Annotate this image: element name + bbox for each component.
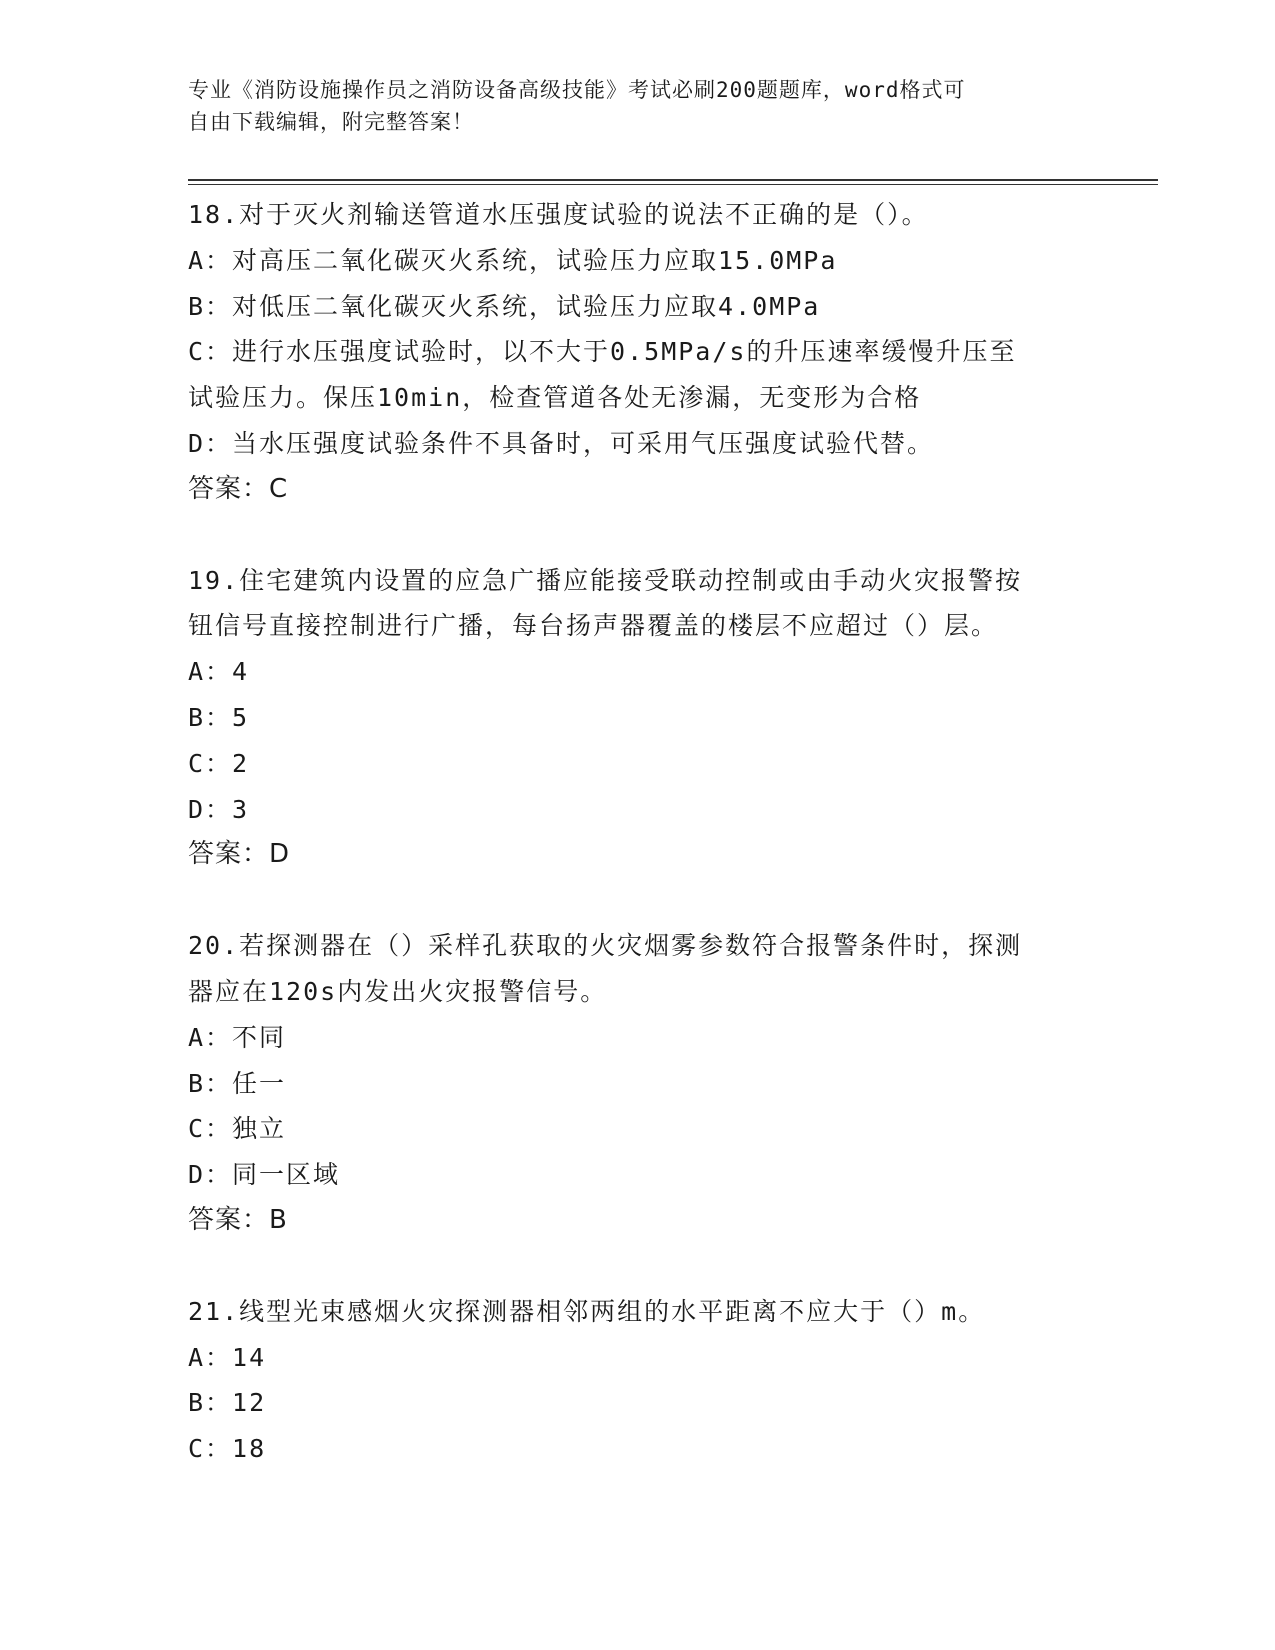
option-c: C：2 <box>188 748 250 778</box>
option-c: C：18 <box>188 1434 267 1464</box>
question-spacer <box>188 513 1088 558</box>
question-stem: 21.线型光束感烟火灾探测器相邻两组的水平距离不应大于（）m。 <box>188 1296 986 1326</box>
answer: 答案：C <box>188 473 289 504</box>
option-d: D：3 <box>188 794 250 824</box>
option-b: B：12 <box>188 1388 267 1418</box>
option-b: B：5 <box>188 702 250 732</box>
answer: 答案：D <box>188 839 291 870</box>
option-c-continued: 试验压力。保压10min，检查管道各处无渗漏，无变形为合格 <box>188 383 922 413</box>
question-19 <box>188 558 1088 879</box>
option-d: D：同一区域 <box>188 1160 341 1190</box>
option-c: C：独立 <box>188 1114 287 1144</box>
header-divider-thin <box>188 184 1158 185</box>
question-list <box>188 192 1088 1472</box>
option-a: A：对高压二氧化碳灭火系统，试验压力应取15.0MPa <box>188 245 838 275</box>
question-stem: 20.若探测器在（）采样孔获取的火灾烟雾参数符合报警条件时，探测 <box>188 931 1023 961</box>
question-stem: 18.对于灭火剂输送管道水压强度试验的说法不正确的是（）。 <box>188 200 929 229</box>
question-stem-continued: 钮信号直接控制进行广播，每台扬声器覆盖的楼层不应超过（）层。 <box>188 611 999 641</box>
header-line-2: 自由下载编辑，附完整答案！ <box>188 110 474 134</box>
option-d: D：当水压强度试验条件不具备时，可采用气压强度试验代替。 <box>188 428 935 458</box>
option-a: A：14 <box>188 1342 267 1372</box>
header-line-1: 专业《消防设施操作员之消防设备高级技能》考试必刷200题题库，word格式可 <box>188 78 966 102</box>
option-a: A：4 <box>188 657 250 687</box>
header-divider-thick <box>188 179 1158 181</box>
option-b: B：任一 <box>188 1068 287 1098</box>
option-b: B：对低压二氧化碳灭火系统，试验压力应取4.0MPa <box>188 291 821 321</box>
question-spacer <box>188 1244 1088 1289</box>
document-header <box>188 74 1088 138</box>
question-stem-continued: 器应在120s内发出火灾报警信号。 <box>188 976 608 1006</box>
option-c: C：进行水压强度试验时，以不大于0.5MPa/s的升压速率缓慢升压至 <box>188 337 1017 367</box>
question-stem: 19.住宅建筑内设置的应急广播应能接受联动控制或由手动火灾报警按 <box>188 565 1023 595</box>
option-a: A：不同 <box>188 1022 287 1052</box>
question-21 <box>188 1289 1088 1472</box>
question-20 <box>188 923 1088 1244</box>
question-18 <box>188 192 1088 513</box>
answer: 答案：B <box>188 1204 288 1235</box>
question-spacer <box>188 878 1088 923</box>
